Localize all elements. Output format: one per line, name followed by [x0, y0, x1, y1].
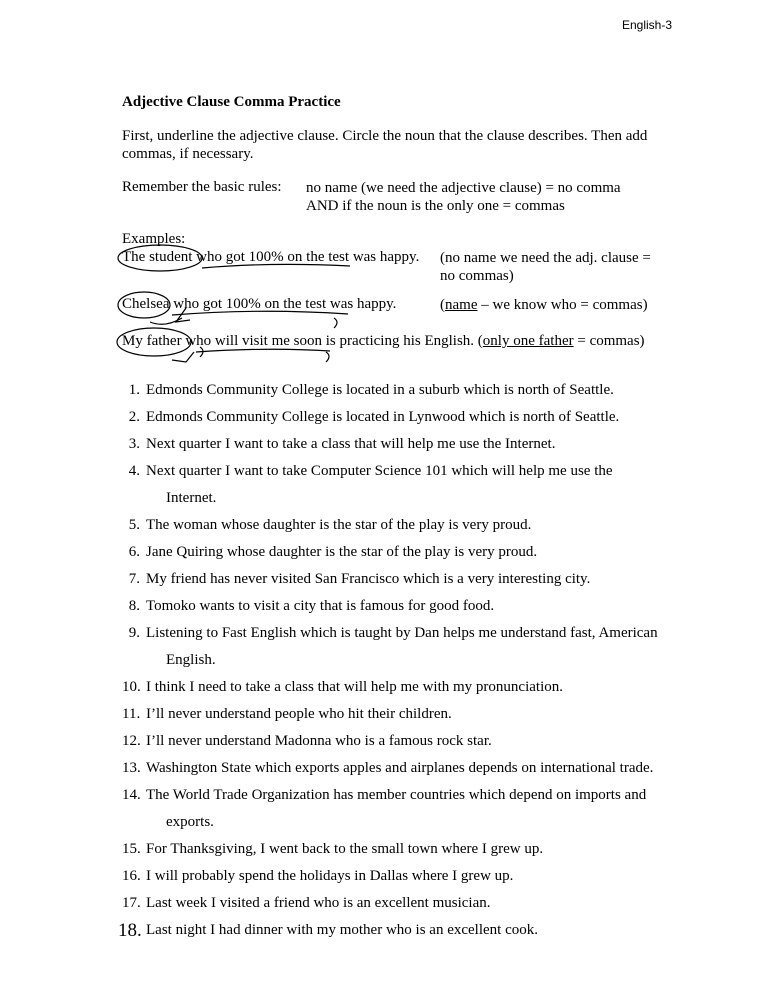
- comma-arrow-2b: [150, 318, 182, 324]
- example-2-note-rest: – we know who = commas): [477, 297, 648, 313]
- example-2-note-open: (: [440, 297, 445, 313]
- item-text: My friend has never visited San Francisco which is a very interesting city.: [146, 571, 591, 587]
- example-1-clause: who got 100% on the test: [192, 249, 350, 265]
- list-item: [122, 890, 692, 917]
- item-text: The World Trade Organization has member countries which depend on imports and: [146, 787, 647, 803]
- example-3-rest: is practicing his English. (: [321, 333, 483, 349]
- example-1-noun: The student: [122, 249, 193, 265]
- list-item: [122, 458, 692, 512]
- list-item: [122, 377, 692, 404]
- example-3-note-underlined: only one father: [482, 333, 574, 349]
- item-continuation: Internet.: [166, 490, 217, 506]
- item-number: 12.: [122, 733, 141, 749]
- examples-label: Examples:: [122, 231, 186, 247]
- page-header: English-3: [621, 18, 672, 32]
- item-number: 1.: [128, 382, 140, 398]
- example-3-sentence: [122, 333, 645, 350]
- item-number: 6.: [128, 544, 140, 560]
- example-1-note: [440, 249, 651, 285]
- item-continuation: exports.: [166, 814, 214, 830]
- item-text: I’ll never understand people who hit their children.: [146, 706, 452, 722]
- item-number: 13.: [122, 760, 141, 776]
- item-number: 7.: [128, 571, 140, 587]
- item-text: Washington State which exports apples and airplanes depends on international trade.: [146, 760, 654, 776]
- item-number: 18.: [118, 920, 142, 941]
- item-number: 11.: [122, 706, 141, 722]
- exercise-list: [118, 377, 692, 944]
- example-1-note-line-2: no commas): [440, 268, 514, 284]
- item-text: I’ll never understand Madonna who is a famous rock star.: [146, 733, 492, 749]
- instructions: First, underline the adjective clause. Circle the noun that the clause describes. Then add commas, if necessary.: [122, 128, 648, 162]
- item-text: Listening to Fast English which is taught by Dan helps me understand fast, American: [146, 625, 658, 641]
- item-number: 4.: [128, 463, 140, 479]
- list-item: [122, 404, 692, 431]
- item-number: 5.: [128, 517, 140, 533]
- example-2-sentence: [122, 296, 396, 313]
- list-item: [122, 728, 692, 755]
- list-item: [122, 566, 692, 593]
- item-text: Last night I had dinner with my mother who is an excellent cook.: [146, 922, 538, 938]
- item-number: 10.: [122, 679, 141, 695]
- comma-mark-3b: [326, 352, 329, 362]
- example-2-rest: was happy.: [326, 296, 397, 312]
- list-item: [122, 755, 692, 782]
- item-number: 16.: [122, 868, 141, 884]
- list-item: [118, 917, 692, 944]
- item-continuation: English.: [166, 652, 216, 668]
- list-item: [122, 431, 692, 458]
- item-number: 14.: [122, 787, 141, 803]
- list-item: [122, 539, 692, 566]
- list-item: [122, 836, 692, 863]
- item-text: Edmonds Community College is located in Lynwood which is north of Seattle.: [146, 409, 620, 425]
- example-3-note-end: = commas): [573, 333, 645, 349]
- item-number: 17.: [122, 895, 141, 911]
- list-item: [122, 782, 692, 836]
- example-1-note-line-1: (no name we need the adj. clause =: [440, 250, 651, 266]
- item-text: Next quarter I want to take a class that will help me use the Internet.: [146, 436, 556, 452]
- item-number: 2.: [128, 409, 140, 425]
- example-1-sentence: [122, 249, 419, 266]
- list-item: [122, 512, 692, 539]
- item-text: Last week I visited a friend who is an excellent musician.: [146, 895, 491, 911]
- item-text: I will probably spend the holidays in Dallas where I grew up.: [146, 868, 514, 884]
- example-2-clause: who got 100% on the test: [169, 296, 327, 312]
- list-item: [122, 674, 692, 701]
- example-3-clause: who will visit me soon: [181, 333, 322, 349]
- comma-arrow-3: [172, 352, 194, 362]
- item-text: I think I need to take a class that will help me with my pronunciation.: [146, 679, 563, 695]
- item-number: 9.: [128, 625, 140, 641]
- example-2-note: [440, 296, 648, 314]
- item-text: The woman whose daughter is the star of the play is very proud.: [146, 517, 532, 533]
- item-text: Jane Quiring whose daughter is the star of the play is very proud.: [146, 544, 538, 560]
- list-item: [122, 593, 692, 620]
- rule-line-2: AND if the noun is the only one = commas: [306, 198, 565, 214]
- item-text: For Thanksgiving, I went back to the small town where I grew up.: [146, 841, 544, 857]
- example-2-note-name: name: [445, 297, 478, 313]
- page-title: Adjective Clause Comma Practice: [122, 94, 341, 110]
- item-number: 8.: [128, 598, 140, 614]
- example-1-rest: was happy.: [349, 249, 420, 265]
- item-number: 3.: [128, 436, 140, 452]
- list-item: [122, 863, 692, 890]
- list-item: [122, 620, 692, 674]
- rule-line-1: no name (we need the adjective clause) = no comma: [306, 180, 621, 196]
- item-text: Tomoko wants to visit a city that is famous for good food.: [146, 598, 495, 614]
- item-text: Next quarter I want to take Computer Science 101 which will help me use the: [146, 463, 613, 479]
- comma-mark-2: [334, 318, 337, 328]
- rules-body: [306, 179, 621, 215]
- rules-label: Remember the basic rules:: [122, 179, 282, 195]
- example-2-noun: Chelsea: [122, 296, 170, 312]
- list-item: [122, 701, 692, 728]
- item-text: Edmonds Community College is located in a suburb which is north of Seattle.: [146, 382, 614, 398]
- item-number: 15.: [122, 841, 141, 857]
- example-3-noun: My father: [122, 333, 182, 349]
